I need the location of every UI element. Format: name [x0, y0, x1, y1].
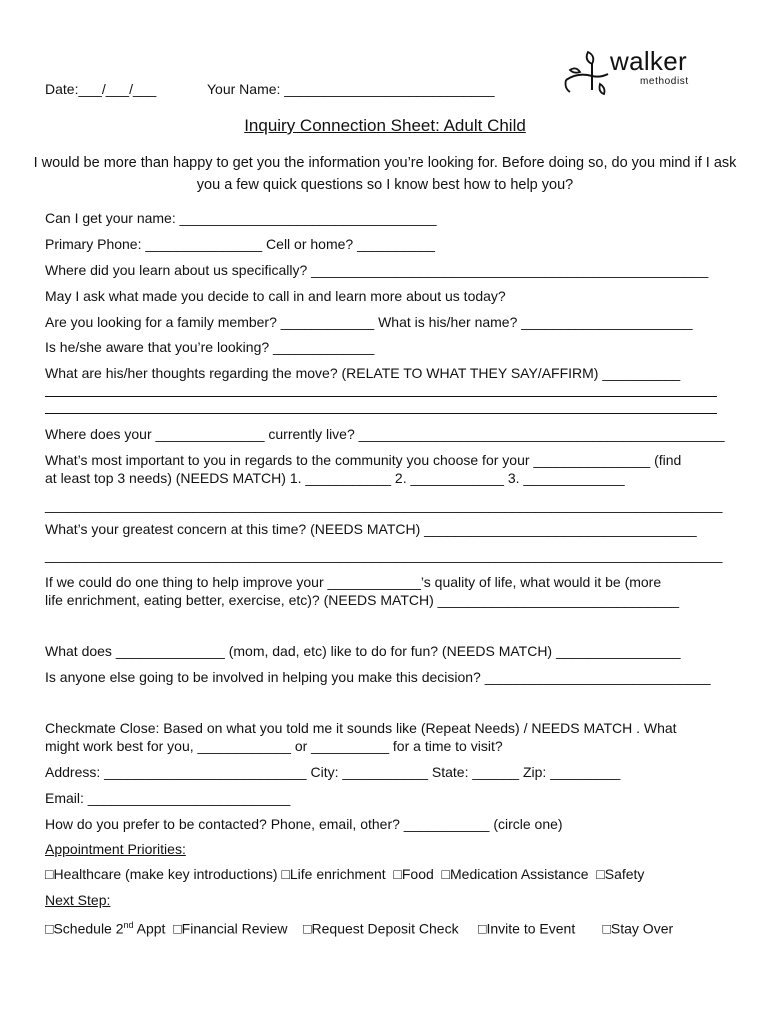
contact-preference: How do you prefer to be contacted? Phone, email, other? ___________ (circle one) [45, 816, 563, 832]
your-name-field: Your Name: ___________________________ [207, 81, 495, 97]
answer-blank: _______________________________________________________________________________________ [45, 547, 723, 563]
family-member-question: Are you looking for a family member? ____________ What is his/her name? ______________________ [45, 314, 693, 330]
aware-question: Is he/she aware that you’re looking? _____________ [45, 339, 375, 355]
phone-question: Primary Phone: _______________ Cell or home? __________ [45, 236, 435, 252]
next-step-options [45, 916, 673, 938]
ordinal-suffix: nd [123, 920, 134, 930]
answer-blank: _______________________________________________________________________________________ [45, 497, 723, 513]
quality-question: If we could do one thing to help improve your ____________’s quality of life, what would it be (more [45, 574, 662, 590]
fun-question: What does ______________ (mom, dad, etc) like to do for fun? (NEEDS MATCH) ________________ [45, 643, 681, 659]
concern-question: What’s your greatest concern at this time? (NEEDS MATCH) ___________________________________ [45, 521, 697, 537]
checkmate-close: Checkmate Close: Based on what you told me it sounds like (Repeat Needs) / NEEDS MATCH . What [45, 720, 677, 736]
answer-line [45, 413, 717, 414]
important-question-cont: at least top 3 needs) (NEEDS MATCH) 1. ___________ 2. ____________ 3. _____________ [45, 470, 625, 486]
address-field: Address: __________________________ City: ___________ State: ______ Zip: _________ [45, 764, 621, 780]
date-field: Date:___/___/___ [45, 81, 157, 97]
logo-wordmark: walker [610, 46, 687, 76]
intro-text: I would be more than happy to get you the information you’re looking for. Before doing so, do you mind if I ask you a few quick questions so I know best how to help you? [33, 155, 737, 193]
decision-question: Is anyone else going to be involved in helping you make this decision? _____________________________ [45, 669, 711, 685]
source-question: Where did you learn about us specifically? ___________________________________________________ [45, 262, 709, 278]
schedule-label: □Schedule 2 [45, 920, 124, 937]
page-title: Inquiry Connection Sheet: Adult Child [244, 116, 526, 135]
important-question: What’s most important to you in regards to the community you choose for your _______________ (find [45, 452, 682, 468]
quality-question-cont: life enrichment, eating better, exercise, etc)? (NEEDS MATCH) _______________________________ [45, 592, 680, 608]
checkmate-close-cont: might work best for you, ____________ or __________ for a time to visit? [45, 738, 503, 754]
reason-question: May I ask what made you decide to call in and learn more about us today? [45, 288, 506, 304]
name-question: Can I get your name: _________________________________ [45, 210, 437, 226]
appointment-priorities-heading: Appointment Priorities: [45, 841, 186, 857]
answer-line [45, 396, 717, 397]
priority-options: □Healthcare (make key introductions) □Life enrichment □Food □Medication Assistance □Safety [45, 866, 645, 882]
logo-subtitle: methodist [640, 76, 689, 87]
walker-methodist-logo [562, 40, 712, 100]
residence-question: Where does your ______________ currently live? _______________________________________________ [45, 426, 725, 442]
email-field: Email: __________________________ [45, 790, 291, 806]
branch-icon [562, 48, 614, 104]
next-step-rest: Appt □Financial Review □Request Deposit Check □Invite to Event □Stay Over [133, 920, 674, 937]
next-step-heading: Next Step: [45, 892, 111, 908]
thoughts-question: What are his/her thoughts regarding the move? (RELATE TO WHAT THEY SAY/AFFIRM) __________ [45, 365, 681, 381]
